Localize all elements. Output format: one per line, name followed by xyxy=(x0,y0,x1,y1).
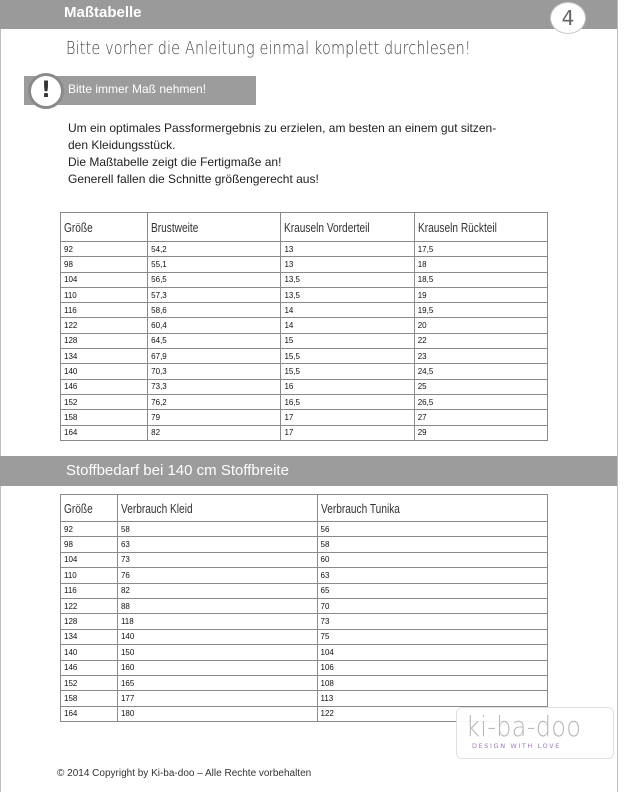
table-cell: 13,5 xyxy=(281,272,414,287)
table-cell: 27 xyxy=(414,410,547,425)
table-cell: 29 xyxy=(414,425,547,440)
table-row xyxy=(61,287,548,302)
intro-line: den Kleidungsstück. xyxy=(68,138,176,152)
table-cell: 128 xyxy=(61,333,148,348)
table-cell: 17 xyxy=(281,410,414,425)
table-row xyxy=(61,333,548,348)
table-cell: 60 xyxy=(317,552,548,567)
table-cell: 92 xyxy=(61,522,118,537)
copyright-footer: © 2014 Copyright by Ki-ba-doo – Alle Rechte vorbehalten xyxy=(57,768,312,779)
section-title: Stoffbedarf bei 140 cm Stoffbreite xyxy=(66,462,289,479)
table-row xyxy=(61,379,548,394)
intro-text xyxy=(68,120,558,188)
table-cell: 15,5 xyxy=(281,364,414,379)
table-cell: 55,1 xyxy=(148,257,281,272)
table-cell: 98 xyxy=(61,257,148,272)
table-cell: 122 xyxy=(61,318,148,333)
table-cell: 128 xyxy=(61,614,118,629)
table-row xyxy=(61,675,548,690)
intro-line: Generell fallen die Schnitte größengerecht aus! xyxy=(68,172,319,186)
column-header: Krauseln Rückteil xyxy=(414,213,547,242)
table-row xyxy=(61,303,548,318)
logo-text: ki-ba-doo xyxy=(466,710,582,743)
table-cell: 116 xyxy=(61,583,118,598)
table-row xyxy=(61,660,548,675)
table-row xyxy=(61,242,548,257)
table-row xyxy=(61,410,548,425)
page-number-badge: 4 xyxy=(550,2,586,34)
table-cell: 24,5 xyxy=(414,364,547,379)
table-row xyxy=(61,349,548,364)
table-cell: 122 xyxy=(61,598,118,613)
table-cell: 56,5 xyxy=(148,272,281,287)
table-cell: 146 xyxy=(61,379,148,394)
table-cell: 15 xyxy=(281,333,414,348)
table-cell: 70 xyxy=(317,598,548,613)
table-cell: 73,3 xyxy=(148,379,281,394)
table-cell: 116 xyxy=(61,303,148,318)
table-cell: 63 xyxy=(117,537,317,552)
table-cell: 20 xyxy=(414,318,547,333)
column-header: Verbrauch Kleid xyxy=(117,495,317,522)
table-cell: 152 xyxy=(61,675,118,690)
table-cell: 13 xyxy=(281,257,414,272)
table-cell: 23 xyxy=(414,349,547,364)
table-cell: 18 xyxy=(414,257,547,272)
table-cell: 58 xyxy=(317,537,548,552)
table-cell: 152 xyxy=(61,394,148,409)
fabric-table xyxy=(60,494,548,722)
table-row xyxy=(61,598,548,613)
table-row xyxy=(61,364,548,379)
table-cell: 140 xyxy=(61,645,118,660)
table-cell: 104 xyxy=(61,272,148,287)
table-cell: 150 xyxy=(117,645,317,660)
table-row xyxy=(61,691,548,706)
table-cell: 18,5 xyxy=(414,272,547,287)
table-row xyxy=(61,552,548,567)
table-row xyxy=(61,537,548,552)
table-cell: 17 xyxy=(281,425,414,440)
table-cell: 140 xyxy=(61,364,148,379)
table-cell: 14 xyxy=(281,303,414,318)
table-cell: 60,4 xyxy=(148,318,281,333)
size-table xyxy=(60,212,548,441)
table-cell: 17,5 xyxy=(414,242,547,257)
table-cell: 118 xyxy=(117,614,317,629)
table-cell: 75 xyxy=(317,629,548,644)
table-cell: 57,3 xyxy=(148,287,281,302)
column-header: Größe xyxy=(61,213,148,242)
table-cell: 26,5 xyxy=(414,394,547,409)
table-cell: 110 xyxy=(61,568,118,583)
table-cell: 73 xyxy=(317,614,548,629)
table-cell: 19,5 xyxy=(414,303,547,318)
table-cell: 122 xyxy=(317,706,548,721)
table-row xyxy=(61,645,548,660)
intro-line: Um ein optimales Passformergebnis zu erzielen, am besten an einem gut sitzen- xyxy=(68,121,497,135)
table-cell: 14 xyxy=(281,318,414,333)
table-cell: 22 xyxy=(414,333,547,348)
table-cell: 104 xyxy=(61,552,118,567)
table-cell: 140 xyxy=(117,629,317,644)
table-cell: 177 xyxy=(117,691,317,706)
table-cell: 67,9 xyxy=(148,349,281,364)
table-cell: 76,2 xyxy=(148,394,281,409)
table-cell: 58,6 xyxy=(148,303,281,318)
table-cell: 70,3 xyxy=(148,364,281,379)
table-cell: 76 xyxy=(117,568,317,583)
table-row xyxy=(61,522,548,537)
table-cell: 160 xyxy=(117,660,317,675)
table-cell: 158 xyxy=(61,691,118,706)
table-cell: 180 xyxy=(117,706,317,721)
table-cell: 108 xyxy=(317,675,548,690)
table-cell: 164 xyxy=(61,425,148,440)
table-row xyxy=(61,318,548,333)
table-cell: 82 xyxy=(148,425,281,440)
table-row xyxy=(61,257,548,272)
table-cell: 146 xyxy=(61,660,118,675)
table-cell: 82 xyxy=(117,583,317,598)
page-title: Maßtabelle xyxy=(64,4,142,21)
table-row xyxy=(61,629,548,644)
handwritten-note: Bitte vorher die Anleitung einmal komplett durchlesen! xyxy=(66,38,471,59)
table-cell: 88 xyxy=(117,598,317,613)
table-header-row xyxy=(61,495,548,522)
exclamation-icon: ! xyxy=(28,73,64,109)
column-header: Krauseln Vorderteil xyxy=(281,213,414,242)
table-cell: 113 xyxy=(317,691,548,706)
column-header: Verbrauch Tunika xyxy=(317,495,548,522)
table-cell: 19 xyxy=(414,287,547,302)
table-cell: 25 xyxy=(414,379,547,394)
table-cell: 65 xyxy=(317,583,548,598)
table-cell: 63 xyxy=(317,568,548,583)
column-header: Brustweite xyxy=(148,213,281,242)
logo-tagline: DESIGN WITH LOVE xyxy=(472,742,561,750)
table-cell: 73 xyxy=(117,552,317,567)
table-cell: 134 xyxy=(61,349,148,364)
table-cell: 64,5 xyxy=(148,333,281,348)
table-row xyxy=(61,425,548,440)
table-header-row xyxy=(61,213,548,242)
table-cell: 164 xyxy=(61,706,118,721)
table-row xyxy=(61,272,548,287)
table-cell: 58 xyxy=(117,522,317,537)
table-cell: 13 xyxy=(281,242,414,257)
table-row xyxy=(61,394,548,409)
table-cell: 13,5 xyxy=(281,287,414,302)
table-cell: 54,2 xyxy=(148,242,281,257)
table-cell: 110 xyxy=(61,287,148,302)
table-cell: 56 xyxy=(317,522,548,537)
table-cell: 98 xyxy=(61,537,118,552)
column-header: Größe xyxy=(61,495,118,522)
intro-line: Die Maßtabelle zeigt die Fertigmaße an! xyxy=(68,155,282,169)
table-cell: 104 xyxy=(317,645,548,660)
table-cell: 158 xyxy=(61,410,148,425)
table-row xyxy=(61,614,548,629)
table-cell: 16 xyxy=(281,379,414,394)
table-row xyxy=(61,583,548,598)
table-cell: 134 xyxy=(61,629,118,644)
table-cell: 79 xyxy=(148,410,281,425)
table-cell: 92 xyxy=(61,242,148,257)
table-cell: 106 xyxy=(317,660,548,675)
table-cell: 165 xyxy=(117,675,317,690)
table-row xyxy=(61,568,548,583)
table-cell: 16,5 xyxy=(281,394,414,409)
warning-label: Bitte immer Maß nehmen! xyxy=(68,82,207,96)
table-cell: 15,5 xyxy=(281,349,414,364)
